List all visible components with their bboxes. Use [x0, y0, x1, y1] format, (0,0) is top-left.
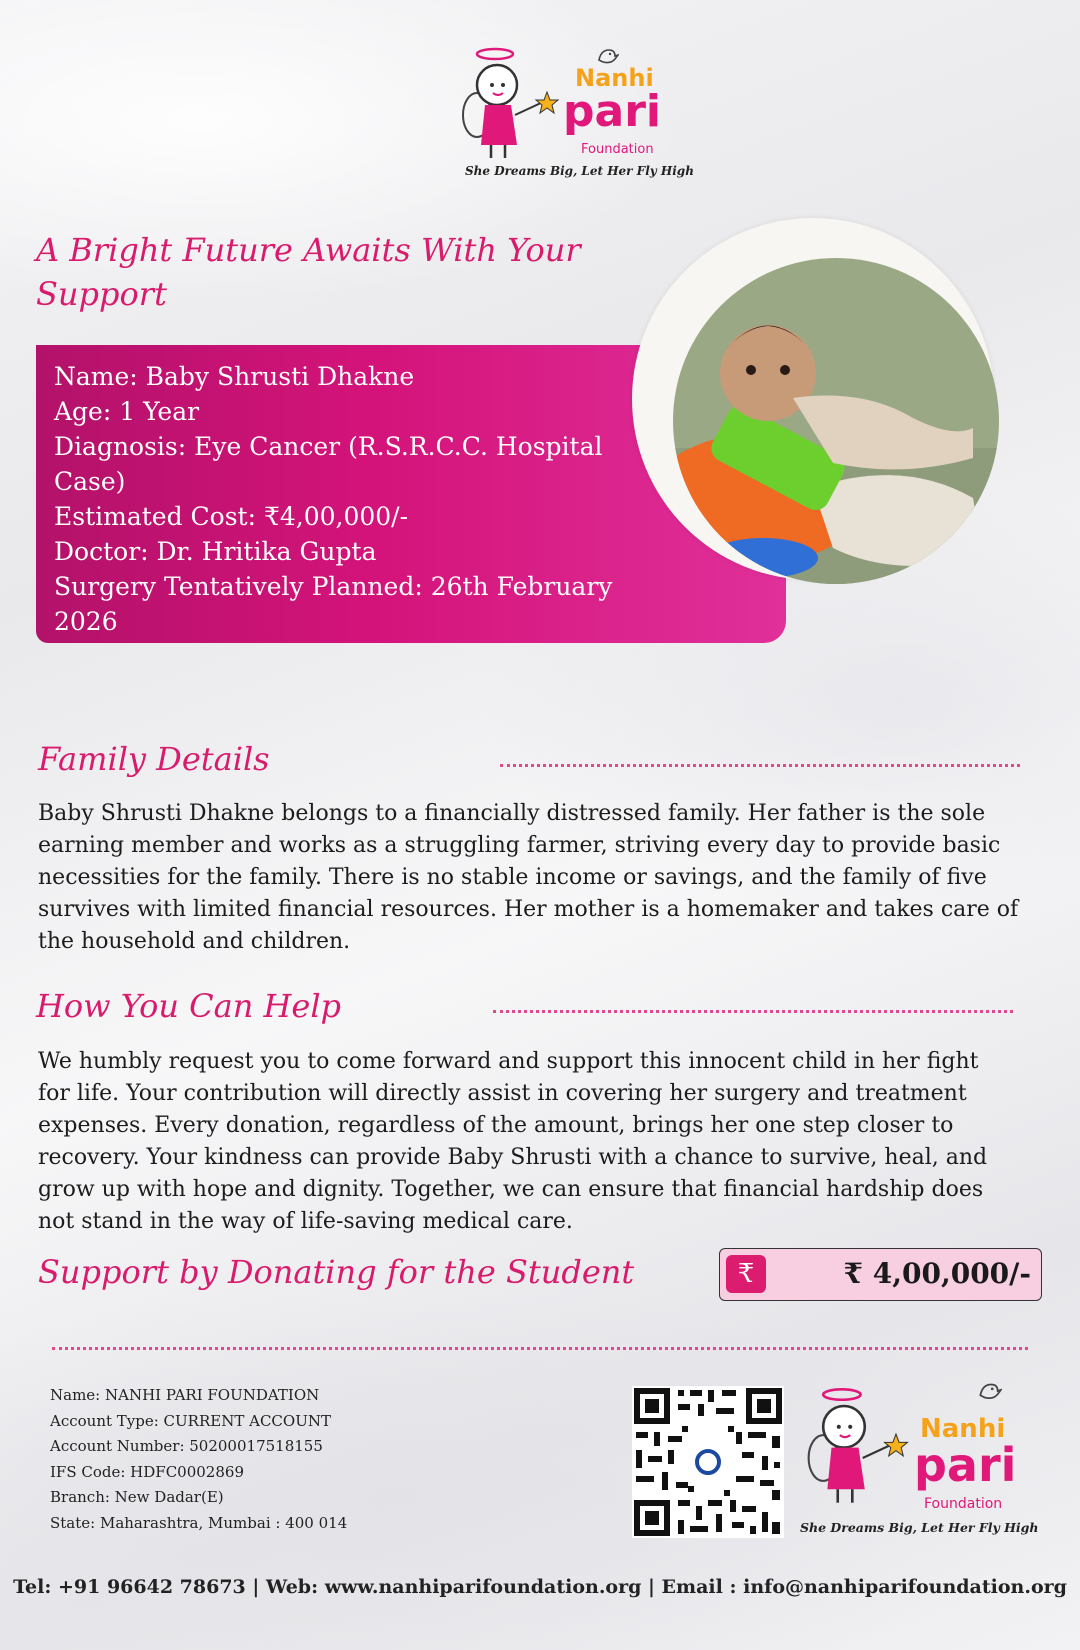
logo-foundation-text: Foundation — [581, 142, 654, 157]
fairy-mascot-icon — [800, 1380, 915, 1510]
logo-tagline: She Dreams Big, Let Her Fly High — [800, 1520, 1039, 1535]
donate-heading: Support by Donating for the Student — [38, 1253, 635, 1291]
patient-doctor: Doctor: Dr. Hritika Gupta — [54, 537, 377, 566]
help-line-1: We humbly request you to come forward and support this innocent child in her fight — [38, 1049, 979, 1074]
top-logo — [455, 40, 694, 190]
family-divider — [500, 764, 1020, 767]
help-heading: How You Can Help — [36, 987, 342, 1025]
family-line-1: Baby Shrusti Dhakne belongs to a financially distressed family. Her father is the sole — [38, 801, 986, 826]
help-line-5: grow up with hope and dignity. Together, we can ensure that financial hardship does — [38, 1177, 984, 1202]
bottom-divider — [52, 1347, 1028, 1350]
family-line-4: survives with limited financial resources. Her mother is a homemaker and takes care of — [38, 897, 1019, 922]
family-line-5: the household and children. — [38, 929, 351, 954]
help-line-2: for life. Your contribution will directly assist in covering her surgery and treatment — [38, 1081, 967, 1106]
bank-name: Name: NANHI PARI FOUNDATION — [50, 1386, 320, 1404]
rupee-icon: ₹ — [726, 1255, 766, 1293]
logo-nanhi-text: Nanhi — [920, 1414, 1006, 1444]
logo-pari-text: pari — [914, 1438, 1017, 1492]
logo-nanhi-text: Nanhi — [575, 64, 654, 92]
bank-branch: Branch: New Dadar(E) — [50, 1488, 224, 1506]
patient-surgery-cont: 2026 — [54, 607, 118, 636]
logo-pari-text: pari — [563, 86, 661, 137]
patient-surgery: Surgery Tentatively Planned: 26th February — [54, 572, 613, 601]
patient-name: Name: Baby Shrusti Dhakne — [54, 362, 415, 391]
logo-tagline: She Dreams Big, Let Her Fly High — [465, 164, 694, 178]
patient-age: Age: 1 Year — [54, 397, 200, 426]
qr-code-icon[interactable] — [632, 1386, 784, 1538]
help-line-3: expenses. Every donation, regardless of the amount, brings her one step closer to — [38, 1113, 954, 1138]
hero-title — [36, 228, 581, 316]
bank-ifsc: IFS Code: HDFC0002869 — [50, 1462, 244, 1481]
patient-diagnosis-cont: Case) — [54, 467, 126, 496]
bank-account-number: Account Number: 50200017518155 — [50, 1437, 323, 1455]
bank-details — [50, 1383, 347, 1536]
patient-cost: Estimated Cost: ₹4,00,000/- — [54, 502, 409, 531]
bank-state: State: Maharashtra, Mumbai : 400 014 — [50, 1513, 348, 1532]
child-photo — [673, 258, 999, 584]
donation-amount: ₹ 4,00,000/- — [843, 1257, 1031, 1290]
help-text — [38, 1046, 987, 1238]
bank-account-type: Account Type: CURRENT ACCOUNT — [50, 1411, 331, 1430]
logo-foundation-text: Foundation — [924, 1496, 1003, 1512]
bird-icon — [976, 1378, 1002, 1404]
family-text — [38, 798, 1018, 958]
help-line-6: not stand in the way of life-saving medical care. — [38, 1209, 573, 1234]
bottom-logo — [800, 1378, 1039, 1543]
donation-amount-box — [719, 1248, 1042, 1301]
fairy-mascot-icon — [455, 40, 565, 165]
help-line-4: recovery. Your kindness can provide Baby Shrusti with a chance to survive, heal, and — [38, 1145, 988, 1170]
hero-title-line1: A Bright Future Awaits With Your — [36, 231, 581, 269]
family-heading: Family Details — [38, 740, 270, 778]
patient-diagnosis: Diagnosis: Eye Cancer (R.S.R.C.C. Hospital — [54, 432, 603, 461]
help-divider — [493, 1010, 1013, 1013]
footer-contact: Tel: +91 96642 78673 | Web: www.nanhiparifoundation.org | Email : info@nanhiparifoundation.org — [13, 1576, 1067, 1598]
family-line-3: necessities for the family. There is no stable income or savings, and the family of five — [38, 865, 987, 890]
hero-title-line2: Support — [36, 275, 167, 313]
family-line-2: earning member and works as a struggling farmer, striving every day to provide basic — [38, 833, 1001, 858]
